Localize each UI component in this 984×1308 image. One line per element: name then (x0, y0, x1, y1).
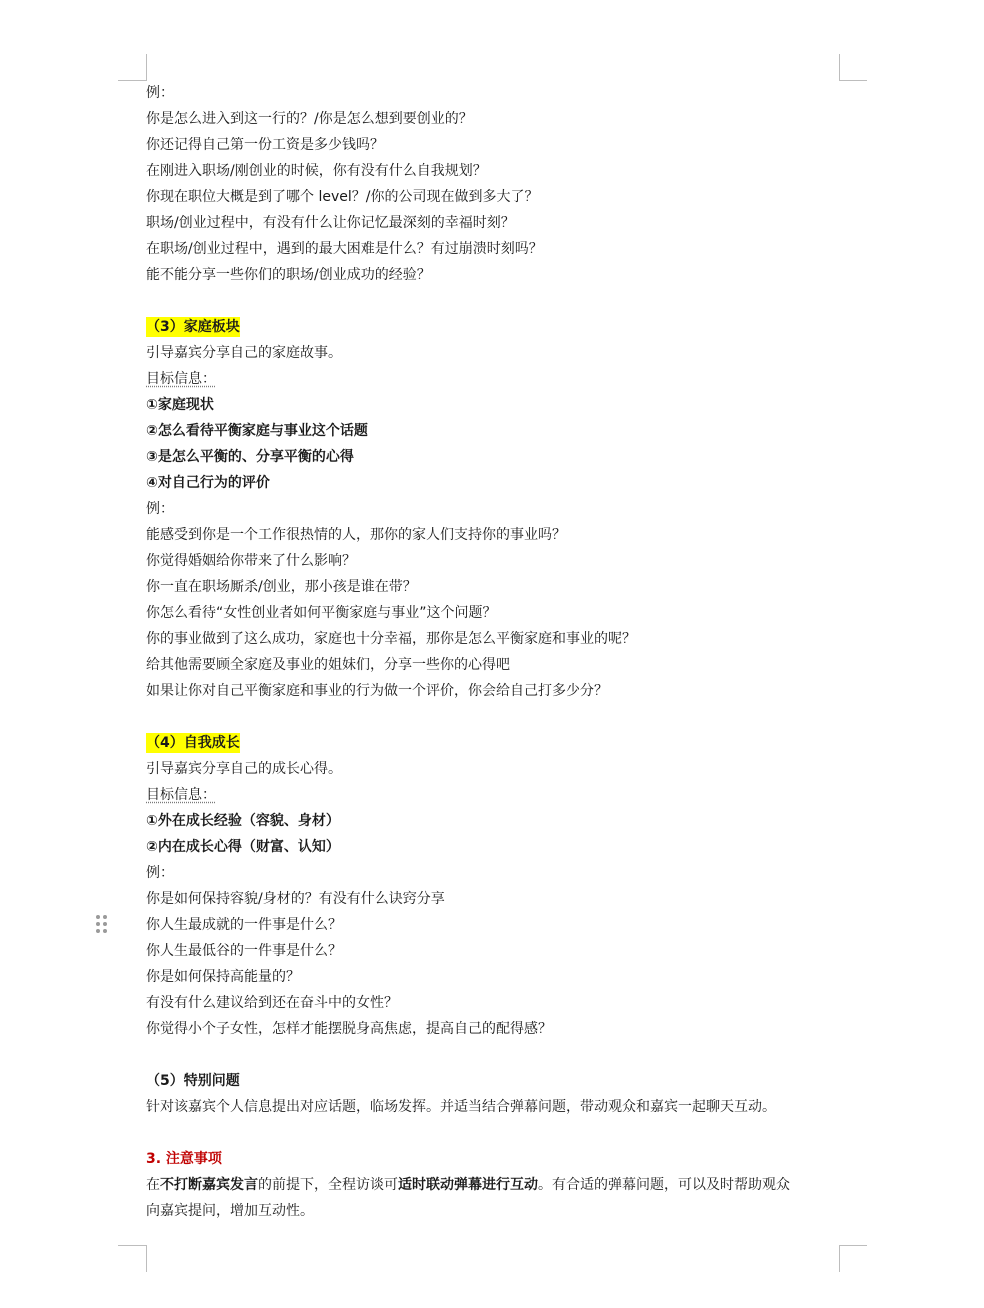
question-line: 你觉得小个子女性，怎样才能摆脱身高焦虑，提高自己的配得感？ (146, 1021, 552, 1037)
target-item: ②怎么看待平衡家庭与事业这个话题 (146, 423, 368, 439)
notes-paragraph-line: 向嘉宾提问，增加互动性。 (146, 1203, 314, 1219)
question-line: 在职场/创业过程中，遇到的最大困难是什么？有过崩溃时刻吗？ (146, 241, 543, 257)
crop-mark-bottom-left (118, 1245, 146, 1246)
notes-bold-text: 不打断嘉宾发言 (160, 1177, 258, 1193)
crop-mark-bottom-left (146, 1245, 147, 1272)
crop-mark-top-left (118, 80, 146, 81)
target-info-label (146, 366, 846, 392)
question-line: 如果让你对自己平衡家庭和事业的行为做一个评价，你会给自己打多少分？ (146, 683, 608, 699)
target-info-label (146, 782, 846, 808)
section-intro: 引导嘉宾分享自己的成长心得。 (146, 761, 342, 777)
spellcheck-underlined-text: 目标信息： (146, 371, 216, 387)
target-item: ④对自己行为的评价 (146, 475, 270, 491)
question-line: 有没有什么建议给到还在奋斗中的女性？ (146, 995, 398, 1011)
notes-paragraph-line (146, 1172, 846, 1198)
question-line: 你还记得自己第一份工资是多少钱吗？ (146, 137, 384, 153)
target-item: ③是怎么平衡的、分享平衡的心得 (146, 449, 354, 465)
example-label: 例： (146, 501, 174, 517)
crop-mark-bottom-right (839, 1245, 867, 1246)
section-intro: 引导嘉宾分享自己的家庭故事。 (146, 345, 342, 361)
section-heading-growth (146, 730, 846, 756)
question-line: 你是如何保持容貌/身材的？有没有什么诀窍分享 (146, 891, 445, 907)
notes-heading: 3. 注意事项 (146, 1151, 222, 1167)
target-item: ①外在成长经验（容貌、身材） (146, 813, 340, 829)
question-line: 给其他需要顾全家庭及事业的姐妹们，分享一些你的心得吧 (146, 657, 510, 673)
example-label: 例： (146, 865, 174, 881)
question-line: 你人生最低谷的一件事是什么？ (146, 943, 342, 959)
highlighted-heading: （3）家庭板块 (146, 319, 240, 335)
question-line: 你是怎么进入到这一行的？/你是怎么想到要创业的？ (146, 111, 473, 127)
block-drag-handle-icon[interactable] (96, 915, 108, 937)
notes-bold-text: 适时联动弹幕进行互动 (398, 1177, 538, 1193)
question-line: 你怎么看待“女性创业者如何平衡家庭与事业”这个问题？ (146, 605, 497, 621)
question-line: 能感受到你是一个工作很热情的人，那你的家人们支持你的事业吗？ (146, 527, 566, 543)
document-body[interactable] (146, 80, 846, 1224)
question-line: 在刚进入职场/刚创业的时候，你有没有什么自我规划？ (146, 163, 487, 179)
highlighted-heading: （4）自我成长 (146, 735, 240, 751)
notes-text: 的前提下，全程访谈可 (258, 1177, 398, 1193)
crop-mark-bottom-right (839, 1245, 840, 1272)
question-line: 你是如何保持高能量的？ (146, 969, 300, 985)
section-heading-family (146, 314, 846, 340)
crop-mark-top-left (146, 54, 147, 81)
notes-text: 在 (146, 1177, 160, 1193)
question-line: 能不能分享一些你们的职场/创业成功的经验？ (146, 267, 431, 283)
question-line: 你人生最成就的一件事是什么？ (146, 917, 342, 933)
target-item: ②内在成长心得（财富、认知） (146, 839, 340, 855)
notes-text: 。有合适的弹幕问题，可以及时帮助观众 (538, 1177, 790, 1193)
question-line: 你一直在职场厮杀/创业，那小孩是谁在带？ (146, 579, 417, 595)
question-line: 你觉得婚姻给你带来了什么影响？ (146, 553, 356, 569)
question-line: 你的事业做到了这么成功，家庭也十分幸福，那你是怎么平衡家庭和事业的呢？ (146, 631, 636, 647)
crop-mark-top-right (839, 54, 840, 81)
question-line: 你现在职位大概是到了哪个 level？/你的公司现在做到多大了？ (146, 189, 539, 205)
section-heading-special: （5）特别问题 (146, 1073, 240, 1089)
question-line: 职场/创业过程中，有没有什么让你记忆最深刻的幸福时刻？ (146, 215, 515, 231)
section-body: 针对该嘉宾个人信息提出对应话题，临场发挥。并适当结合弹幕问题，带动观众和嘉宾一起聊天互动。 (146, 1099, 776, 1115)
target-item: ①家庭现状 (146, 397, 214, 413)
spellcheck-underlined-text: 目标信息： (146, 787, 216, 803)
example-label: 例： (146, 85, 174, 101)
